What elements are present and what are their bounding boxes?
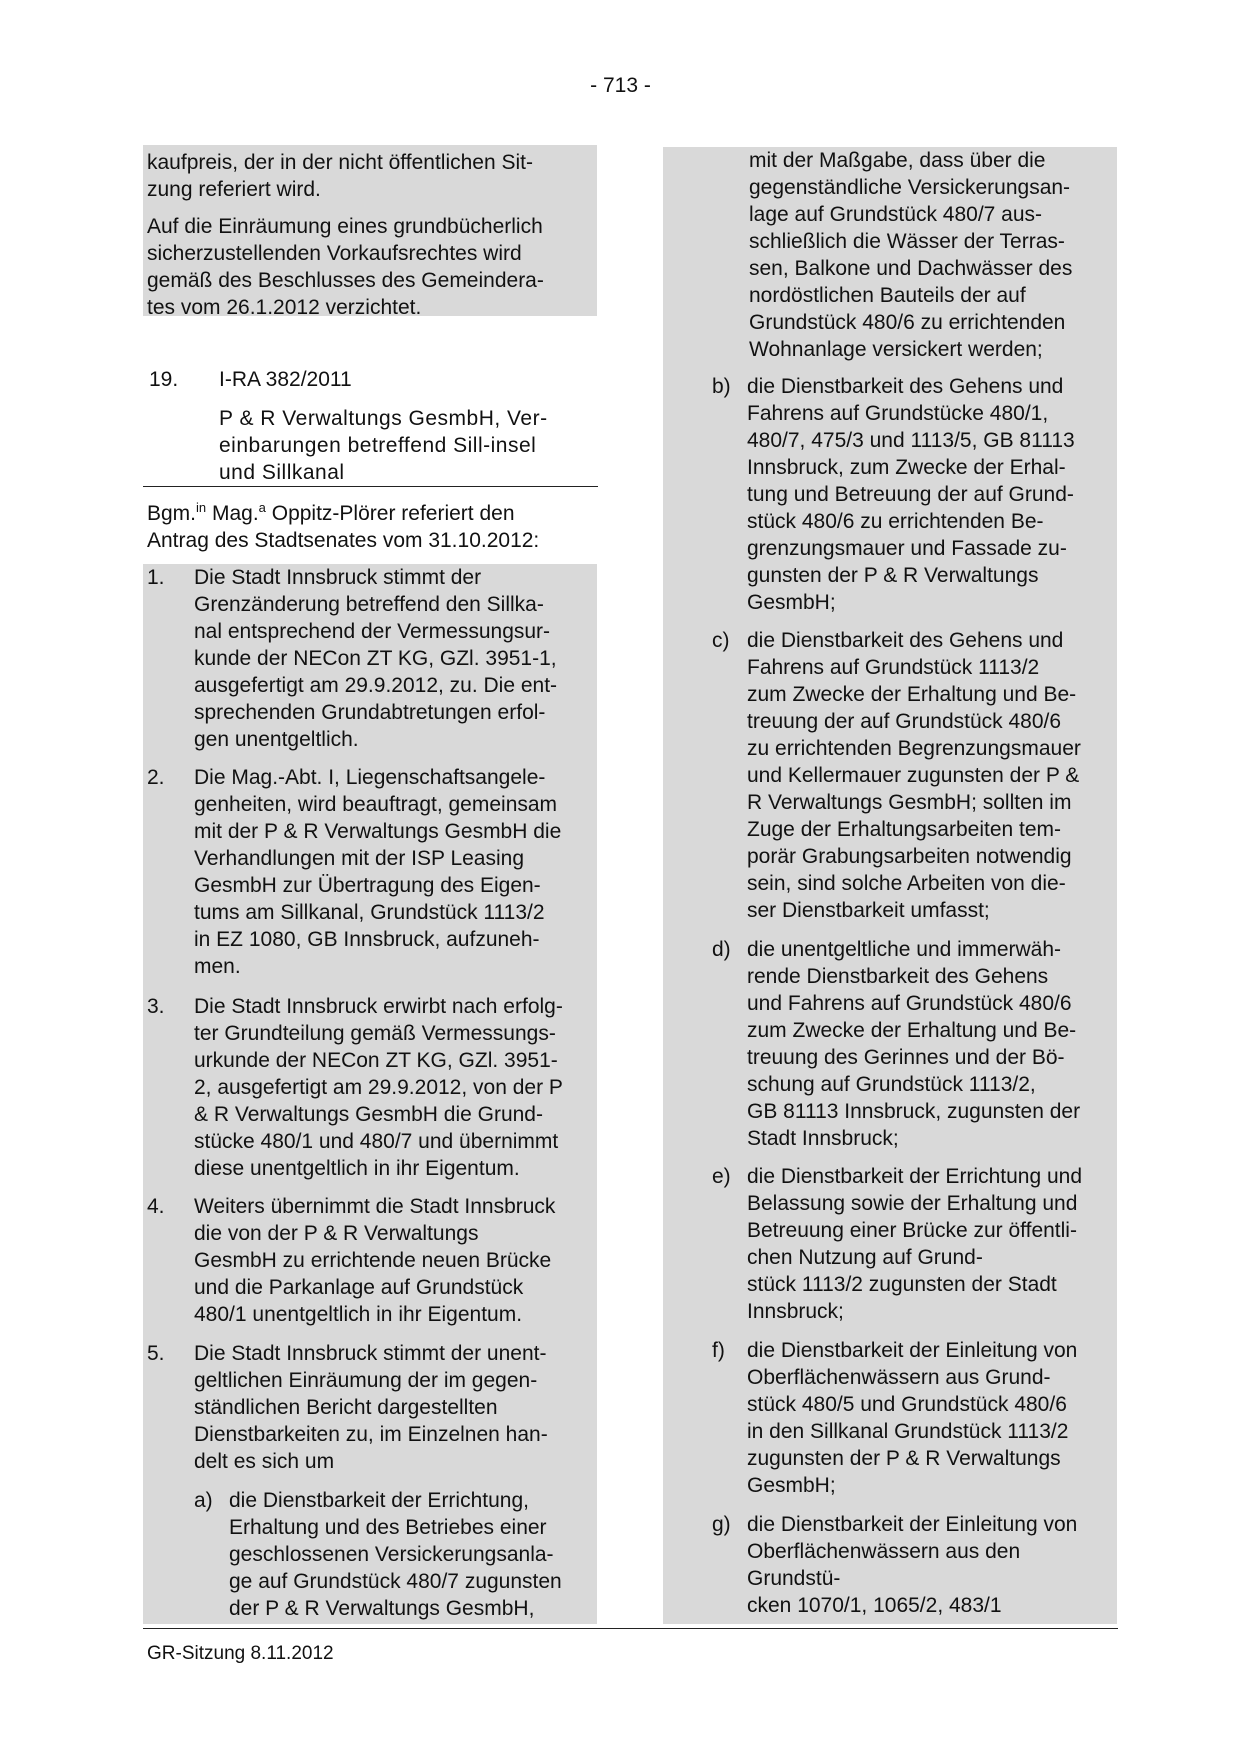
agenda-item-code: I-RA 382/2011 [219,368,352,391]
text-line [147,500,597,527]
text-line: rende Dienstbarkeit des Gehens [747,965,1049,988]
text-line: Innsbruck; [747,1300,844,1323]
text-line: ausgefertigt am 29.9.2012, zu. Die ent- [194,674,558,697]
text-line: tums am Sillkanal, Grundstück 1113/2 [194,901,545,924]
text-line: men. [194,955,241,978]
text-line: die unentgeltliche und immerwäh- [747,938,1062,961]
text-line: die Dienstbarkeit der Errichtung, [229,1489,529,1512]
text-line: tes vom 26.1.2012 verzichtet. [147,296,422,319]
sub-item-text [747,1337,1077,1499]
text-line: sen, Balkone und Dachwässer des [749,257,1073,280]
text-line: chen Nutzung auf Grund- [747,1246,983,1269]
superscript: a [258,500,266,515]
text-line: stücke 480/1 und 480/7 und übernimmt [194,1130,559,1153]
text-line: nal entsprechend der Vermessungsur- [194,620,551,643]
text-line: Innsbruck, zum Zwecke der Erhal- [747,456,1066,479]
text-line: stück 480/5 und Grundstück 480/6 [747,1393,1067,1416]
text-line: in den Sillkanal Grundstück 1113/2 [747,1420,1069,1443]
agenda-item-number: 19. [149,368,179,391]
text-line: GesmbH zu errichtende neuen Brücke [194,1249,552,1272]
text-line: die Dienstbarkeit der Einleitung von [747,1339,1078,1362]
heading-divider [143,486,598,487]
text-line: einbarungen betreffend Sill-insel [219,434,537,457]
agenda-item-title [219,405,599,486]
text-line: Verhandlungen mit der ISP Leasing [194,847,525,870]
text-line: mit der P & R Verwaltungs GesmbH die [194,820,562,843]
text-line: stück 1113/2 zugunsten der Stadt [747,1273,1057,1296]
text-line: & R Verwaltungs GesmbH die Grund- [194,1103,543,1126]
text-line: genheiten, wird beauftragt, gemeinsam [194,793,558,816]
text-line: Grundstü- [747,1567,841,1590]
text-line: zum Zwecke der Erhaltung und Be- [747,1019,1077,1042]
text-line: Die Stadt Innsbruck erwirbt nach erfolg- [194,995,563,1018]
text-line: in EZ 1080, GB Innsbruck, aufzuneh- [194,928,540,951]
sub-item-text [747,1511,1077,1619]
text-line: grenzungsmauer und Fassade zu- [747,537,1067,560]
text-line: schließlich die Wässer der Terras- [749,230,1065,253]
footer-divider [143,1628,1118,1629]
text-line: Die Stadt Innsbruck stimmt der [194,566,482,589]
item-text [194,764,599,980]
text-line: tung und Betreuung der auf Grund- [747,483,1074,506]
text-line: delt es sich um [194,1450,335,1473]
sub-item-text [747,1163,1082,1325]
text-line: gen unentgeltlich. [194,728,359,751]
text-line: sicherzustellenden Vorkaufsrechtes wird [147,242,522,265]
text-line: urkunde der NECon ZT KG, GZl. 3951- [194,1049,558,1072]
sub-item-letter: g) [712,1513,731,1536]
sub-item-text [747,627,1081,924]
intro-paragraph [147,500,597,554]
text-line: stück 480/6 zu errichtenden Be- [747,510,1044,533]
text-line: ge auf Grundstück 480/7 zugunsten [229,1570,562,1593]
text-line: cken 1070/1, 1065/2, 483/1 [747,1594,1002,1617]
text-line: porär Grabungsarbeiten notwendig [747,845,1072,868]
text-fragment: Bgm. [147,502,197,525]
sub-item-text [747,373,1075,616]
text-fragment: Mag. [206,502,259,525]
text-line: nordöstlichen Bauteils der auf [749,284,1026,307]
item-number: 5. [147,1342,165,1365]
text-line: ser Dienstbarkeit umfasst; [747,899,990,922]
text-line: Die Stadt Innsbruck stimmt der unent- [194,1342,547,1365]
sub-item-letter: a) [194,1489,213,1512]
text-line: der P & R Verwaltungs GesmbH, [229,1597,535,1620]
item-number: 1. [147,566,165,589]
page-number: - 713 - [590,74,651,97]
text-line: ständlichen Bericht dargestellten [194,1396,498,1419]
sub-item-letter: e) [712,1165,731,1188]
text-line: geltlichen Einräumung der im gegen- [194,1369,538,1392]
sub-item-a-continuation [749,147,1119,363]
text-line: die von der P & R Verwaltungs [194,1222,479,1245]
text-line: sprechenden Grundabtretungen erfol- [194,701,546,724]
text-line: die Dienstbarkeit des Gehens und [747,375,1064,398]
text-line: und Fahrens auf Grundstück 480/6 [747,992,1072,1015]
paragraph-kaufpreis [147,149,593,203]
text-line: GesmbH; [747,1474,836,1497]
text-line: die Dienstbarkeit der Einleitung von [747,1513,1078,1536]
superscript: in [196,500,207,515]
text-line: Grenzänderung betreffend den Sillka- [194,593,544,616]
text-line: zu errichtenden Begrenzungsmauer [747,737,1081,760]
item-text [194,1340,599,1475]
text-line: GB 81113 Innsbruck, zugunsten der [747,1100,1081,1123]
text-line: Zuge der Erhaltungsarbeiten tem- [747,818,1062,841]
text-line: kaufpreis, der in der nicht öffentlichen Sit- [147,151,533,174]
text-line: Oberflächenwässern aus Grund- [747,1366,1051,1389]
sub-item-letter: c) [712,629,730,652]
item-number: 3. [147,995,165,1018]
text-line: zung referiert wird. [147,178,321,201]
text-line: Oberflächenwässern aus den [747,1540,1021,1563]
text-line: GesmbH; [747,591,836,614]
text-line: R Verwaltungs GesmbH; sollten im [747,791,1072,814]
text-line: Betreuung einer Brücke zur öffentli- [747,1219,1077,1242]
continued-text-block [143,145,597,319]
text-line: Fahrens auf Grundstücke 480/1, [747,402,1049,425]
text-line: 480/7, 475/3 und 1113/5, GB 81113 [747,429,1075,452]
item-number: 2. [147,766,165,789]
text-line: Fahrens auf Grundstück 1113/2 [747,656,1040,679]
text-line: gunsten der P & R Verwaltungs [747,564,1039,587]
text-line: Belassung sowie der Erhaltung und [747,1192,1078,1215]
text-line: Erhaltung und des Betriebes einer [229,1516,547,1539]
text-line: Auf die Einräumung eines grundbücherlich [147,215,543,238]
item-text [194,1193,599,1328]
sub-item-text [229,1487,562,1622]
text-line: diese unentgeltlich in ihr Eigentum. [194,1157,520,1180]
text-line: die Dienstbarkeit der Errichtung und [747,1165,1083,1188]
sub-item-text [747,936,1080,1152]
text-line: 2, ausgefertigt am 29.9.2012, von der P [194,1076,563,1099]
text-line: die Dienstbarkeit des Gehens und [747,629,1064,652]
text-line: Dienstbarkeiten zu, im Einzelnen han- [194,1423,548,1446]
text-line: geschlossenen Versickerungsanla- [229,1543,554,1566]
text-line: treuung des Gerinnes und der Bö- [747,1046,1065,1069]
paragraph-vorkaufsrecht [147,213,593,321]
text-line: Wohnanlage versickert werden; [749,338,1043,361]
text-line: treuung der auf Grundstück 480/6 [747,710,1062,733]
text-line: kunde der NECon ZT KG, GZl. 3951-1, [194,647,557,670]
text-line: Weiters übernimmt die Stadt Innsbruck [194,1195,556,1218]
text-line: Die Mag.-Abt. I, Liegenschaftsangele- [194,766,546,789]
text-line: schung auf Grundstück 1113/2, [747,1073,1036,1096]
text-line: sein, sind solche Arbeiten von die- [747,872,1066,895]
text-line: Antrag des Stadtsenates vom 31.10.2012: [147,529,540,552]
item-number: 4. [147,1195,165,1218]
text-line: zugunsten der P & R Verwaltungs [747,1447,1061,1470]
item-text [194,993,599,1182]
sub-item-letter: b) [712,375,731,398]
text-line: lage auf Grundstück 480/7 aus- [749,203,1043,226]
text-line: gegenständliche Versickerungsan- [749,176,1071,199]
text-fragment: Oppitz-Plörer referiert den [265,502,515,525]
text-line: ter Grundteilung gemäß Vermessungs- [194,1022,556,1045]
text-line: 480/1 unentgeltlich in ihr Eigentum. [194,1303,523,1326]
footer-session-date: GR-Sitzung 8.11.2012 [147,1643,334,1664]
text-line: mit der Maßgabe, dass über die [749,149,1046,172]
text-line: P & R Verwaltungs GesmbH, Ver- [219,407,548,430]
text-line: Stadt Innsbruck; [747,1127,899,1150]
item-text [194,564,599,753]
text-line: und Kellermauer zugunsten der P & [747,764,1080,787]
sub-item-letter: f) [712,1339,725,1362]
text-line: Grundstück 480/6 zu errichtenden [749,311,1066,334]
sub-item-letter: d) [712,938,731,961]
text-line: zum Zwecke der Erhaltung und Be- [747,683,1077,706]
text-line: und Sillkanal [219,461,345,484]
text-line: GesmbH zur Übertragung des Eigen- [194,874,541,897]
text-line: und die Parkanlage auf Grundstück [194,1276,524,1299]
text-line: gemäß des Beschlusses des Gemeindera- [147,269,544,292]
